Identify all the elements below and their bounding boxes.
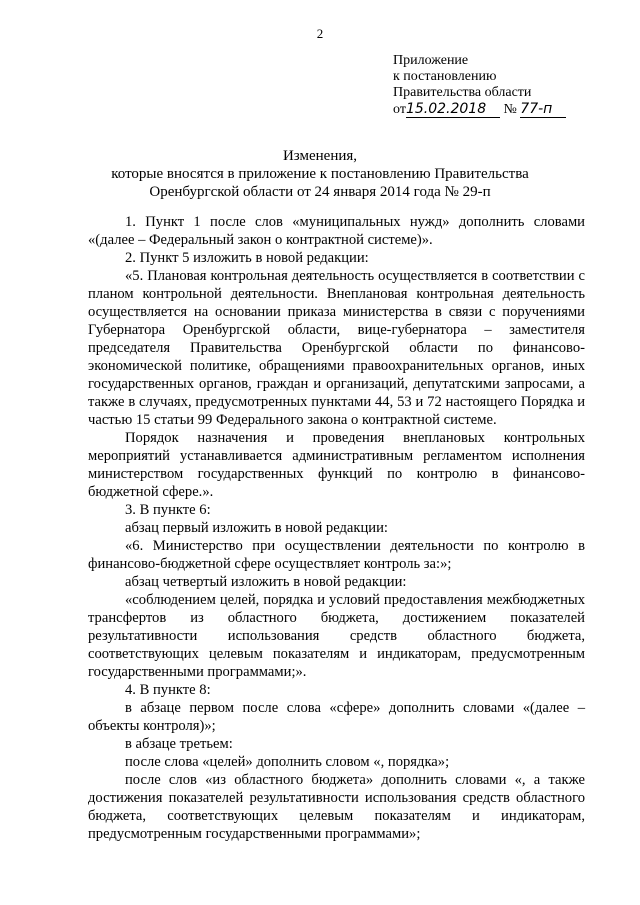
date-prefix: от [393, 102, 406, 117]
page-number: 2 [316, 26, 324, 41]
handwritten-date: 15.02.2018 [406, 101, 500, 118]
appendix-block [393, 53, 566, 118]
document-title [0, 147, 640, 201]
paragraph: абзац первый изложить в новой редакции: [125, 520, 388, 536]
appendix-line-3: Правительства области [393, 85, 532, 100]
paragraph: «5. Плановая контрольная деятельность осуществляется в соответствии с планом контрольной деятельности. Внеплановая контрольная деятельность осуществляется на основании приказа министерства в связи с поручениями Губернатора Оренбургской области, вице-губернатора – заместителя председателя Правительства Оренбургской области по финансово-экономической политике, обращениями правоохранительных органов, иных государственных органов, граждан и организаций, депутатскими запросами, а также в случаях, предусмотренных пунктами 44, 53 и 72 настоящего Порядка и частью 15 статьи 99 Федерального закона о контрактной системе. [88, 268, 585, 428]
paragraph: 3. В пункте 6: [125, 502, 211, 518]
handwritten-number: 77-п [520, 101, 566, 118]
title-line-3: Оренбургской области от 24 января 2014 года № 29-п [149, 184, 491, 200]
paragraph: 2. Пункт 5 изложить в новой редакции: [125, 250, 369, 266]
paragraph: «соблюдением целей, порядка и условий предоставления межбюджетных трансфертов из областного бюджета, достижением показателей результативности использования средств областного бюджета, соответствующих целевым показателям и индикаторам, предусмотренным государственными программами;». [88, 592, 585, 680]
paragraph: в абзаце первом после слова «сфере» дополнить словами «(далее – объекты контроля)»; [88, 700, 585, 734]
paragraph: 4. В пункте 8: [125, 682, 211, 698]
appendix-line-2: к постановлению [393, 69, 497, 84]
paragraph: после слова «целей» дополнить словом «, порядка»; [125, 754, 450, 770]
title-line-2: которые вносятся в приложение к постановлению Правительства [111, 166, 529, 182]
appendix-line-1: Приложение [393, 53, 469, 68]
paragraph: абзац четвертый изложить в новой редакции: [125, 574, 407, 590]
paragraph: Порядок назначения и проведения внеплановых контрольных мероприятий устанавливается административным регламентом исполнения министерством государственных функций по контролю в финансово-бюджетной сфере.». [88, 430, 585, 500]
paragraph: в абзаце третьем: [125, 736, 233, 752]
number-sign: № [503, 102, 517, 117]
document-body [88, 213, 585, 843]
appendix-date-line [393, 101, 566, 118]
paragraph: 1. Пункт 1 после слов «муниципальных нужд» дополнить словами «(далее – Федеральный закон о контрактной системе)». [88, 214, 585, 248]
paragraph: после слов «из областного бюджета» дополнить словами «, а также достижения показателей результативности использования средств областного бюджета, соответствующих целевым показателям и индикаторам, предусмотренным государственными программами»; [88, 772, 585, 842]
paragraph: «6. Министерство при осуществлении деятельности по контролю в финансово-бюджетной сфере осуществляет контроль за:»; [88, 538, 585, 572]
title-line-1: Изменения, [282, 148, 358, 164]
